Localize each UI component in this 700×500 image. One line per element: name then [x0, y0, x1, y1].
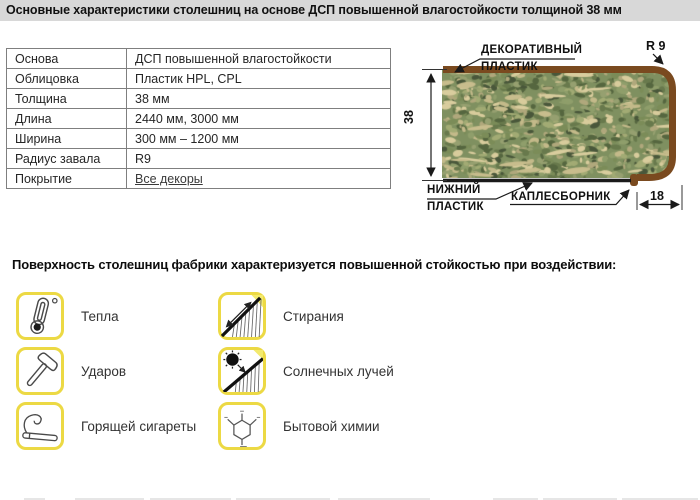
- spec-value: 300 мм – 1200 мм: [127, 129, 391, 149]
- decorative-plastic-label-line2: ПЛАСТИК: [481, 61, 538, 73]
- resistance-item-chemicals: [218, 402, 380, 450]
- resistance-item-label: Стирания: [283, 308, 344, 324]
- radius-label: R 9: [646, 39, 666, 53]
- decorative-plastic-label-line1: ДЕКОРАТИВНЫЙ: [481, 44, 583, 56]
- resistance-item-abrasion: [218, 292, 344, 340]
- spec-value: 38 мм: [127, 89, 391, 109]
- spec-value: R9: [127, 149, 391, 169]
- resistance-item-label: Солнечных лучей: [283, 363, 394, 379]
- bottom-plastic-label-line1: НИЖНИЙ: [427, 184, 481, 196]
- sun-rays-icon: [218, 347, 266, 395]
- table-row: [7, 149, 391, 169]
- spec-label: Толщина: [7, 89, 127, 109]
- spec-label: Покрытие: [7, 169, 127, 189]
- resistance-item-label: Горящей сигареты: [81, 418, 197, 434]
- spec-value: [127, 169, 391, 189]
- spec-value: ДСП повышенной влагостойкости: [127, 49, 391, 69]
- resistance-heading: Поверхность столешниц фабрики характеризуется повышенной стойкостью при воздействии:: [12, 257, 617, 272]
- resistance-item-label: Тепла: [81, 308, 119, 324]
- table-row: [7, 169, 391, 189]
- cigarette-icon: [16, 402, 64, 450]
- abrasion-icon: [218, 292, 266, 340]
- table-row: [7, 129, 391, 149]
- hammer-icon: [16, 347, 64, 395]
- spec-label: Основа: [7, 49, 127, 69]
- chemistry-molecule-icon: [218, 402, 266, 450]
- specs-table-body: [7, 49, 391, 189]
- spec-label: Радиус завала: [7, 149, 127, 169]
- table-row: [7, 109, 391, 129]
- resistance-item-sunlight: [218, 347, 394, 395]
- drip-groove-shape: [630, 174, 638, 186]
- spec-label: Длина: [7, 109, 127, 129]
- thermometer-icon: [16, 292, 64, 340]
- resistance-item-impacts: [16, 347, 126, 395]
- bottom-plastic-label-line2: ПЛАСТИК: [427, 201, 484, 213]
- resistance-item-cigarette: [16, 402, 196, 450]
- resistance-item-label: Ударов: [81, 363, 127, 379]
- all-decors-link[interactable]: Все декоры: [135, 171, 203, 186]
- resistance-item-heat: [16, 292, 119, 340]
- table-row: [7, 69, 391, 89]
- resistance-item-label: Бытовой химии: [283, 418, 380, 434]
- specs-table: [6, 48, 391, 189]
- spec-value: 2440 мм, 3000 мм: [127, 109, 391, 129]
- drip-collector-label: КАПЛЕСБОРНИК: [511, 191, 611, 203]
- laminate-edge-shape: [443, 70, 673, 178]
- spec-value: Пластик HPL, CPL: [127, 69, 391, 89]
- thickness-dimension: 38: [402, 110, 416, 124]
- spec-label: Облицовка: [7, 69, 127, 89]
- edge-width-dimension: 18: [650, 189, 664, 203]
- page-title: Основные характеристики столешниц на основе ДСП повышенной влагостойкости толщиной 38 мм: [0, 0, 700, 21]
- table-row: [7, 89, 391, 109]
- table-row: [7, 49, 391, 69]
- spec-label: Ширина: [7, 129, 127, 149]
